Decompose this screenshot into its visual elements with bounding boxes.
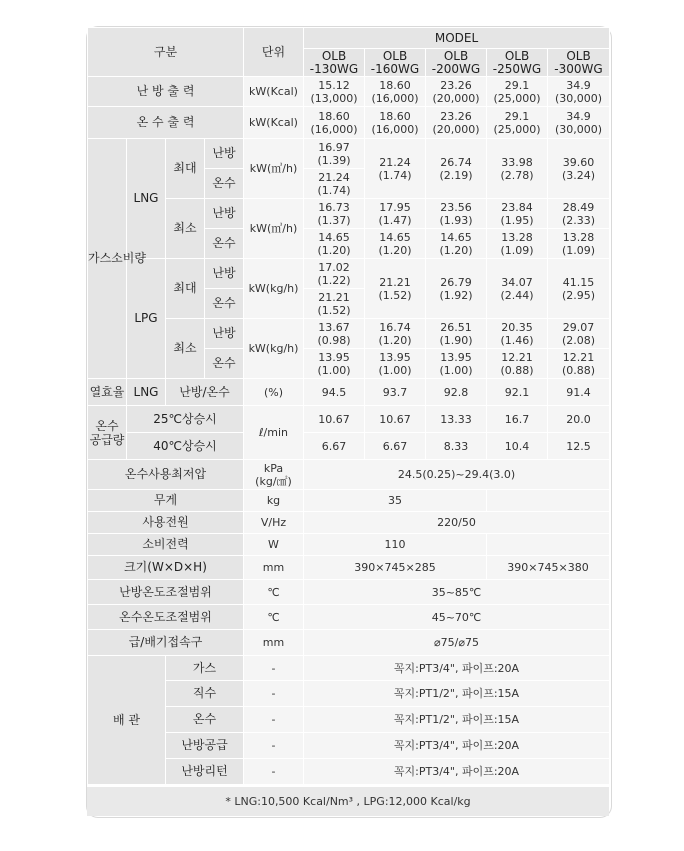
value-cell: 94.5 — [304, 379, 365, 406]
value-cell: 14.65 (1.20) — [426, 229, 487, 259]
value-cell: 92.8 — [426, 379, 487, 406]
value-cell: ⌀75/⌀75 — [304, 630, 610, 656]
heating-label: 난방 — [205, 139, 244, 169]
rise-25-label: 25℃상승시 — [127, 406, 244, 433]
model-name: OLB -250WG — [487, 49, 548, 77]
value-cell: 34.9 (30,000) — [548, 77, 610, 107]
unit-cell: - — [244, 759, 304, 785]
lpg-label: LPG — [127, 259, 166, 379]
lng-label: LNG — [127, 139, 166, 259]
value-cell: 26.74 (2.19) — [426, 139, 487, 199]
unit-cell: mm — [244, 630, 304, 656]
value-cell: 16.74 (1.20) — [365, 319, 426, 349]
value-cell: 21.24 (1.74) — [304, 169, 365, 199]
unit-cell: W — [244, 534, 304, 556]
model-name: OLB -200WG — [426, 49, 487, 77]
unit-cell: mm — [244, 556, 304, 580]
value-cell: 92.1 — [487, 379, 548, 406]
row-label: 무게 — [88, 490, 244, 512]
value-cell: 21.24 (1.74) — [365, 139, 426, 199]
value-cell: 34.9 (30,000) — [548, 107, 610, 139]
unit-cell: - — [244, 656, 304, 681]
value-cell: 꼭지:PT1/2", 파이프:15A — [304, 707, 610, 733]
value-cell: 12.21 (0.88) — [487, 349, 548, 379]
value-cell: 8.33 — [426, 433, 487, 460]
unit-cell: - — [244, 733, 304, 759]
spec-table — [87, 27, 610, 785]
value-cell: 26.51 (1.90) — [426, 319, 487, 349]
unit-cell: V/Hz — [244, 512, 304, 534]
value-cell: 21.21 (1.52) — [304, 289, 365, 319]
value-cell: 26.79 (1.92) — [426, 259, 487, 319]
value-cell: 18.60 (16,000) — [365, 107, 426, 139]
value-cell: 6.67 — [304, 433, 365, 460]
value-cell: 꼭지:PT3/4", 파이프:20A — [304, 733, 610, 759]
value-cell: 꼭지:PT1/2", 파이프:15A — [304, 681, 610, 707]
unit-cell: (%) — [244, 379, 304, 406]
unit-cell: ℓ/min — [244, 406, 304, 460]
value-cell: 34.07 (2.44) — [487, 259, 548, 319]
model-name: OLB -130WG — [304, 49, 365, 77]
value-cell: 13.95 (1.00) — [426, 349, 487, 379]
row-label: 온 수 출 력 — [88, 107, 244, 139]
value-cell: 23.26 (20,000) — [426, 77, 487, 107]
value-cell: 14.65 (1.20) — [365, 229, 426, 259]
heating-label: 난방 — [205, 319, 244, 349]
value-cell: 13.95 (1.00) — [365, 349, 426, 379]
max-label: 최대 — [166, 139, 205, 199]
value-cell: 28.49 (2.33) — [548, 199, 610, 229]
value-cell: 390×745×380 — [487, 556, 610, 580]
efficiency-mode: 난방/온수 — [166, 379, 244, 406]
value-cell: 35 — [304, 490, 487, 512]
hotwater-label: 온수 — [205, 289, 244, 319]
piping-item-label: 가스 — [166, 656, 244, 681]
row-label: 난 방 출 력 — [88, 77, 244, 107]
row-label: 난방온도조절범위 — [88, 580, 244, 605]
hotwater-label: 온수 — [205, 229, 244, 259]
piping-item-label: 온수 — [166, 707, 244, 733]
value-cell: 12.21 (0.88) — [548, 349, 610, 379]
value-cell: 24.5(0.25)~29.4(3.0) — [304, 460, 610, 490]
header-model: MODEL — [304, 28, 610, 49]
unit-cell: kW(kg/h) — [244, 259, 304, 319]
value-cell: 13.28 (1.09) — [487, 229, 548, 259]
unit-cell: ℃ — [244, 580, 304, 605]
value-cell: 17.95 (1.47) — [365, 199, 426, 229]
unit-cell: kg — [244, 490, 304, 512]
value-cell: 꼭지:PT3/4", 파이프:20A — [304, 656, 610, 681]
value-cell: 16.7 — [487, 406, 548, 433]
piping-item-label: 난방리턴 — [166, 759, 244, 785]
value-cell: 220/50 — [304, 512, 610, 534]
unit-cell: kW(㎥/h) — [244, 139, 304, 199]
value-cell: 18.60 (16,000) — [365, 77, 426, 107]
hotwater-label: 온수 — [205, 349, 244, 379]
value-cell: 45~70℃ — [304, 605, 610, 630]
rise-40-label: 40℃상승시 — [127, 433, 244, 460]
empty-cell — [487, 490, 610, 512]
value-cell: 20.35 (1.46) — [487, 319, 548, 349]
value-cell: 23.26 (20,000) — [426, 107, 487, 139]
footnote: * LNG:10,500 Kcal/Nm³ , LPG:12,000 Kcal/kg — [87, 787, 609, 816]
value-cell: 93.7 — [365, 379, 426, 406]
value-cell: 29.1 (25,000) — [487, 107, 548, 139]
unit-cell: kW(Kcal) — [244, 107, 304, 139]
value-cell: 6.67 — [365, 433, 426, 460]
value-cell: 13.95 (1.00) — [304, 349, 365, 379]
piping-item-label: 직수 — [166, 681, 244, 707]
unit-cell: kW(Kcal) — [244, 77, 304, 107]
value-cell: 91.4 — [548, 379, 610, 406]
value-cell: 13.33 — [426, 406, 487, 433]
value-cell: 꼭지:PT3/4", 파이프:20A — [304, 759, 610, 785]
spec-table-frame — [86, 26, 612, 818]
value-cell: 29.07 (2.08) — [548, 319, 610, 349]
value-cell: 10.67 — [304, 406, 365, 433]
value-cell: 33.98 (2.78) — [487, 139, 548, 199]
value-cell: 13.67 (0.98) — [304, 319, 365, 349]
value-cell: 16.73 (1.37) — [304, 199, 365, 229]
row-label: 온수사용최저압 — [88, 460, 244, 490]
row-label: 온수온도조절범위 — [88, 605, 244, 630]
row-label: 급/배기접속구 — [88, 630, 244, 656]
value-cell: 110 — [304, 534, 487, 556]
value-cell: 29.1 (25,000) — [487, 77, 548, 107]
value-cell: 23.56 (1.93) — [426, 199, 487, 229]
value-cell: 12.5 — [548, 433, 610, 460]
header-category: 구분 — [88, 28, 244, 77]
unit-cell: - — [244, 707, 304, 733]
unit-cell: - — [244, 681, 304, 707]
value-cell: 390×745×285 — [304, 556, 487, 580]
row-label: 사용전원 — [88, 512, 244, 534]
unit-cell: kW(㎥/h) — [244, 199, 304, 259]
value-cell: 14.65 (1.20) — [304, 229, 365, 259]
value-cell: 18.60 (16,000) — [304, 107, 365, 139]
value-cell: 23.84 (1.95) — [487, 199, 548, 229]
model-name: OLB -160WG — [365, 49, 426, 77]
value-cell: 39.60 (3.24) — [548, 139, 610, 199]
value-cell: 10.67 — [365, 406, 426, 433]
min-label: 최소 — [166, 319, 205, 379]
row-label: 소비전력 — [88, 534, 244, 556]
unit-cell: kW(kg/h) — [244, 319, 304, 379]
row-label: 크기(W×D×H) — [88, 556, 244, 580]
value-cell: 17.02 (1.22) — [304, 259, 365, 289]
model-name: OLB -300WG — [548, 49, 610, 77]
min-label: 최소 — [166, 199, 205, 259]
unit-cell: kPa (kg/㎠) — [244, 460, 304, 490]
value-cell: 16.97 (1.39) — [304, 139, 365, 169]
max-label: 최대 — [166, 259, 205, 319]
value-cell: 35~85℃ — [304, 580, 610, 605]
efficiency-gas: LNG — [127, 379, 166, 406]
gas-consumption-text: 가스소비량 — [88, 251, 146, 265]
efficiency-label: 열효율 — [88, 379, 127, 406]
value-cell: 15.12 (13,000) — [304, 77, 365, 107]
value-cell: 41.15 (2.95) — [548, 259, 610, 319]
heating-label: 난방 — [205, 199, 244, 229]
value-cell: 13.28 (1.09) — [548, 229, 610, 259]
hotwater-supply-label: 온수 공급량 — [88, 406, 127, 460]
empty-cell — [487, 534, 610, 556]
value-cell: 20.0 — [548, 406, 610, 433]
piping-label: 배 관 — [88, 656, 166, 785]
hotwater-label: 온수 — [205, 169, 244, 199]
header-unit: 단위 — [244, 28, 304, 77]
unit-cell: ℃ — [244, 605, 304, 630]
piping-item-label: 난방공급 — [166, 733, 244, 759]
value-cell: 10.4 — [487, 433, 548, 460]
heating-label: 난방 — [205, 259, 244, 289]
value-cell: 21.21 (1.52) — [365, 259, 426, 319]
